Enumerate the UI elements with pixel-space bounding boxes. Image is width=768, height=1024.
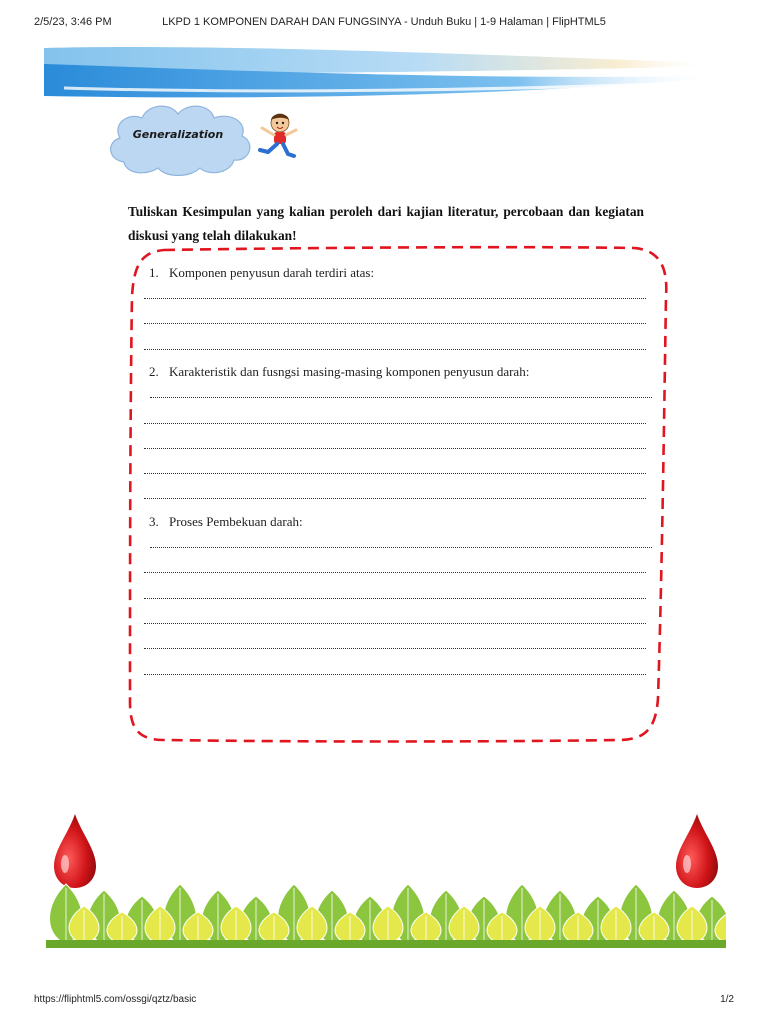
answer-line bbox=[144, 498, 646, 499]
answer-line bbox=[150, 397, 652, 398]
question-number: 2. bbox=[149, 364, 159, 379]
running-kid-icon bbox=[254, 110, 300, 160]
section-label: Generalization bbox=[132, 128, 224, 141]
answer-line bbox=[144, 598, 646, 599]
banner-decoration bbox=[44, 44, 720, 104]
instruction-text: Tuliskan Kesimpulan yang kalian peroleh dari kajian literatur, percobaan dan kegiatan diskusi yang telah dilakukan! bbox=[128, 204, 644, 243]
question-2 bbox=[149, 364, 529, 380]
question-text: Karakteristik dan fusngsi masing-masing komponen penyusun darah: bbox=[169, 364, 530, 379]
answer-line bbox=[144, 623, 646, 624]
question-number: 3. bbox=[149, 514, 159, 529]
answer-line bbox=[144, 349, 646, 350]
question-text: Komponen penyusun darah terdiri atas: bbox=[169, 265, 375, 280]
answer-line bbox=[144, 448, 646, 449]
question-1 bbox=[149, 265, 374, 281]
answer-line bbox=[144, 648, 646, 649]
answer-line bbox=[144, 674, 646, 675]
print-url: https://fliphtml5.com/ossgi/qztz/basic bbox=[34, 994, 197, 1005]
answer-line bbox=[144, 473, 646, 474]
answer-line bbox=[144, 323, 646, 324]
question-number: 1. bbox=[149, 265, 159, 280]
answer-line bbox=[144, 423, 646, 424]
print-page-counter: 1/2 bbox=[720, 994, 734, 1005]
answer-line bbox=[144, 572, 646, 573]
question-3 bbox=[149, 514, 303, 530]
question-text: Proses Pembekuan darah: bbox=[169, 514, 303, 529]
print-date: 2/5/23, 3:46 PM bbox=[34, 16, 112, 28]
print-page-title: LKPD 1 KOMPONEN DARAH DAN FUNGSINYA - Unduh Buku | 1-9 Halaman | FlipHTML5 bbox=[162, 16, 606, 28]
leaf-border-decoration bbox=[46, 878, 726, 948]
answer-line bbox=[144, 298, 646, 299]
answer-line bbox=[150, 547, 652, 548]
answer-frame bbox=[124, 244, 672, 746]
